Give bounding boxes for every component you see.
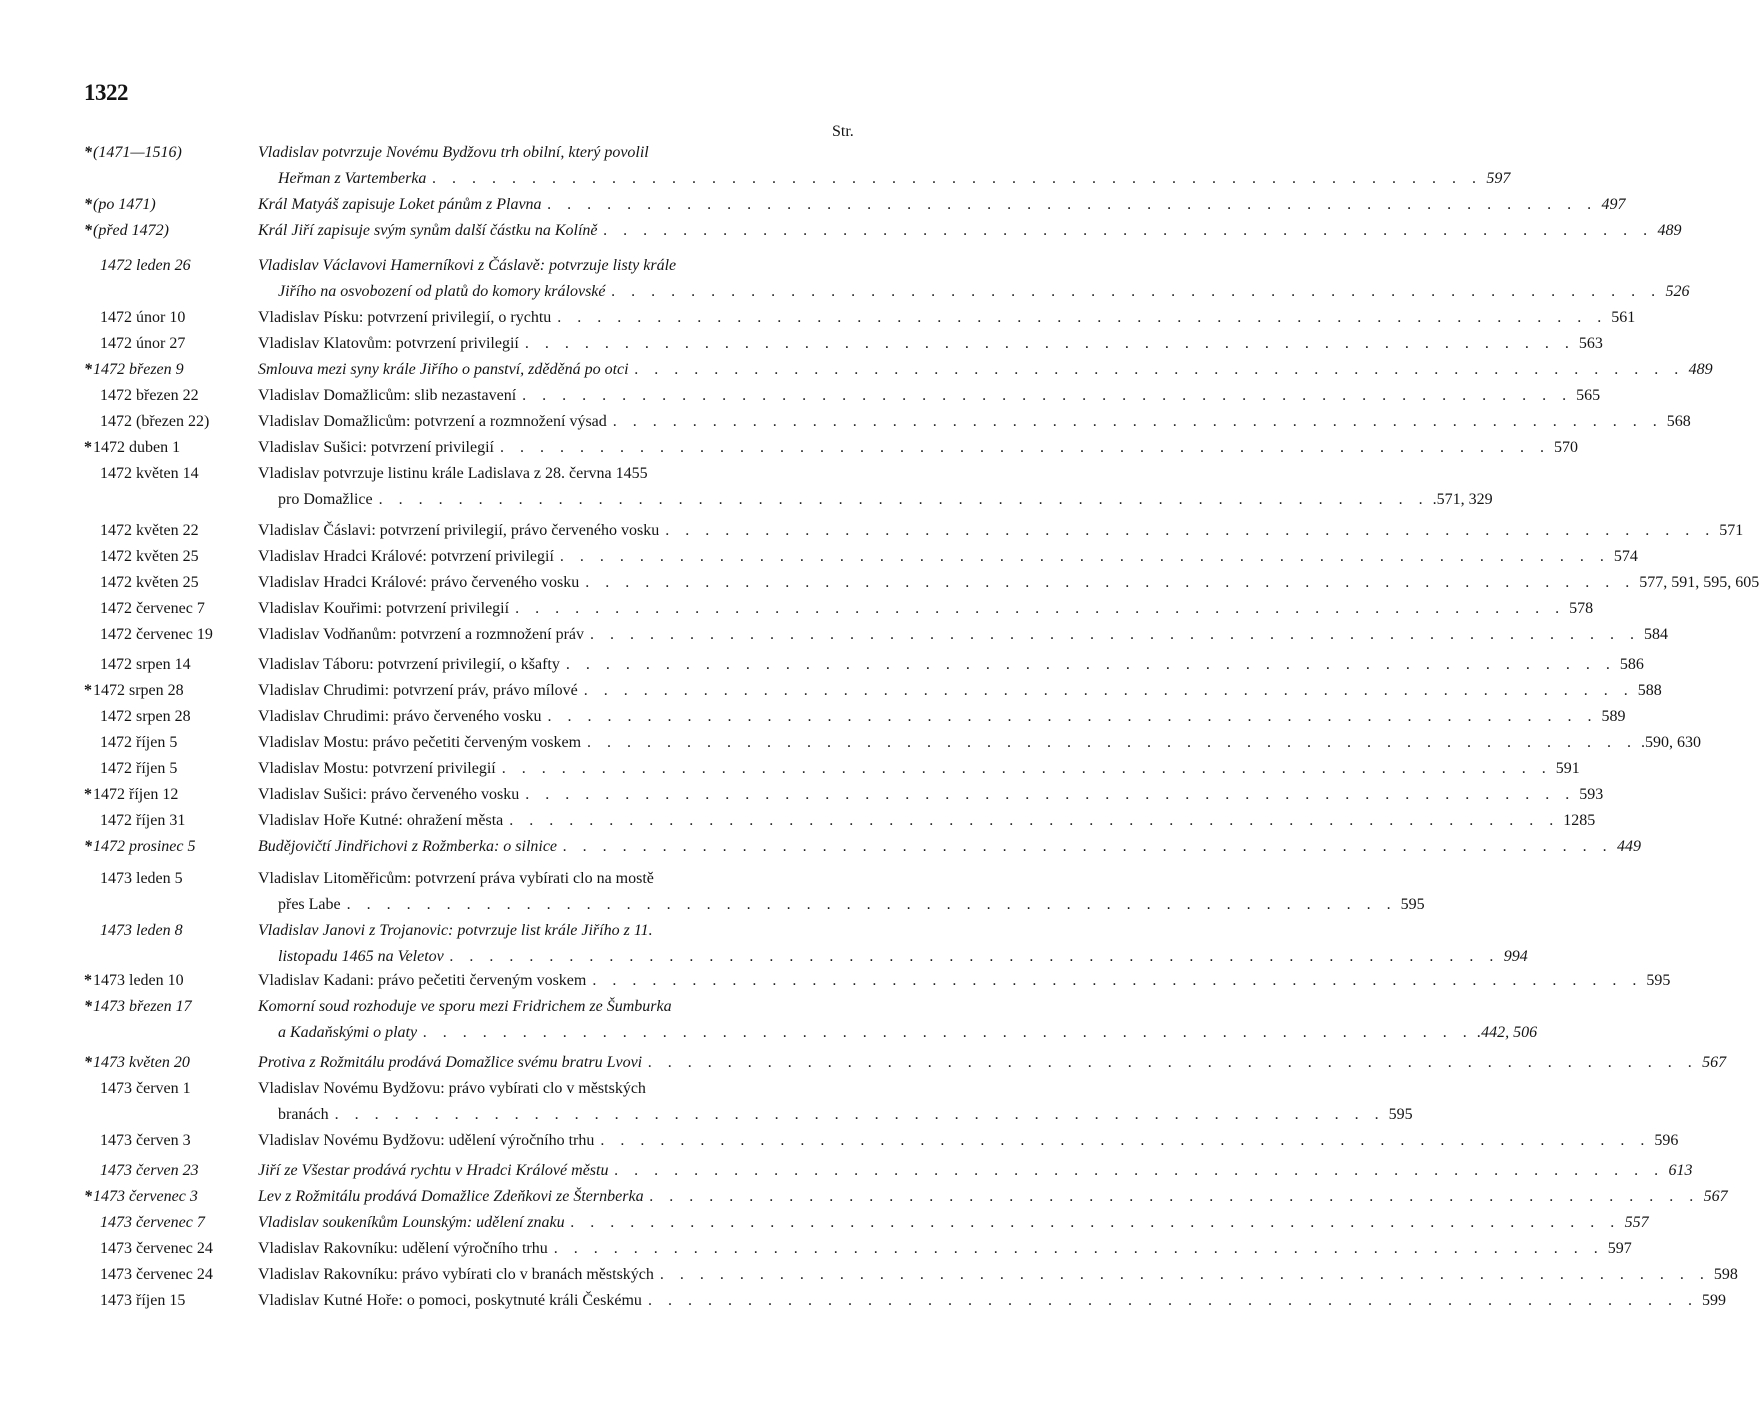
entry-text-line — [258, 596, 1594, 622]
entry-date-text: 1473 červen 1 — [100, 1080, 191, 1097]
entry-text-line — [278, 487, 1493, 513]
dot-leader: . . . . . . . . . . . . . . . . . . . . . . . . . . . . . . . . . . . . . . . . . . . . . . . . . . . . . — [634, 361, 1685, 378]
entry-date — [100, 730, 272, 756]
entry-date — [84, 1050, 256, 1076]
entry-date-text: 1472 duben 1 — [93, 439, 181, 456]
entry-date-text: 1472 srpen 14 — [100, 656, 191, 673]
entry-date — [100, 383, 272, 409]
entry-text-line — [258, 834, 1642, 860]
entry-text-line — [278, 1102, 1413, 1128]
entry-date-text: 1472 květen 22 — [100, 522, 199, 539]
entry-date — [100, 305, 272, 331]
entry-date — [100, 866, 272, 892]
entry-date — [100, 1158, 272, 1184]
page-reference: 613 — [1668, 1162, 1693, 1179]
dot-leader: . . . . . . . . . . . . . . . . . . . . . . . . . . . . . . . . . . . . . . . . . . . . . . . . . . . . . — [449, 948, 1500, 965]
entry-text-line — [258, 1128, 1679, 1154]
entry-text-line — [258, 383, 1601, 409]
page-reference: 561 — [1611, 309, 1636, 326]
asterisk-marker: * — [84, 196, 92, 213]
entry-date-text: 1472 říjen 5 — [100, 760, 178, 777]
entry-text-line: Vladislav Janovi z Trojanovic: potvrzuje list krále Jiřího z 11. — [258, 922, 653, 939]
entry-date-text: 1472 říjen 5 — [100, 734, 178, 751]
dot-leader: . . . . . . . . . . . . . . . . . . . . . . . . . . . . . . . . . . . . . . . . . . . . . . . . . . . . . — [570, 1214, 1621, 1231]
entry-text: Vladislav Chrudimi: potvrzení práv, právo mílové — [258, 682, 578, 699]
entry-text: Vladislav Mostu: potvrzení privilegií — [258, 760, 496, 777]
entry-text-line: Vladislav Litoměřicům: potvrzení práva vybírati clo na mostě — [258, 870, 654, 887]
entry-date — [84, 678, 256, 704]
entry-text: Král Jiří zapisuje svým synům další částku na Kolíně — [258, 222, 598, 239]
page-reference: 588 — [1637, 682, 1662, 699]
entry-text-line — [258, 357, 1713, 383]
dot-leader: . . . . . . . . . . . . . . . . . . . . . . . . . . . . . . . . . . . . . . . . . . . . . . . . . . . . . — [423, 1024, 1474, 1041]
page-reference: 591 — [1555, 760, 1580, 777]
entry-date — [84, 357, 256, 383]
dot-leader: . . . . . . . . . . . . . . . . . . . . . . . . . . . . . . . . . . . . . . . . . . . . . . . . . . . . . — [525, 786, 1576, 803]
entry-date-text: (1471—1516) — [93, 144, 182, 161]
entry-date-text: 1473 červen 3 — [100, 1132, 191, 1149]
dot-leader: . . . . . . . . . . . . . . . . . . . . . . . . . . . . . . . . . . . . . . . . . . . . . . . . . . . . . — [590, 626, 1640, 643]
entry-date — [100, 544, 272, 570]
entry-text-line: Vladislav potvrzuje Novému Bydžovu trh obilní, který povolil — [258, 144, 649, 161]
entry-text-line — [258, 1050, 1727, 1076]
entry-date-text: 1473 říjen 15 — [100, 1292, 186, 1309]
entry-text-line — [278, 166, 1511, 192]
page-reference: 449 — [1617, 838, 1642, 855]
entry-text: Vladislav Sušici: potvrzení privilegií — [258, 439, 494, 456]
dot-leader: . . . . . . . . . . . . . . . . . . . . . . . . . . . . . . . . . . . . . . . . . . . . . . . . . . . . . — [612, 413, 1663, 430]
dot-leader: . . . . . . . . . . . . . . . . . . . . . . . . . . . . . . . . . . . . . . . . . . . . . . . . . . . . . — [648, 1054, 1699, 1071]
dot-leader: . . . . . . . . . . . . . . . . . . . . . . . . . . . . . . . . . . . . . . . . . . . . . . . . . . . . . — [509, 812, 1560, 829]
entry-text-line — [258, 305, 1636, 331]
entry-date-text: 1472 únor 27 — [100, 335, 186, 352]
asterisk-marker: * — [84, 361, 92, 378]
dot-leader: . . . . . . . . . . . . . . . . . . . . . . . . . . . . . . . . . . . . . . . . . . . . . . . . . . . . . — [649, 1188, 1700, 1205]
entry-date-text: 1472 květen 14 — [100, 465, 199, 482]
entry-date-text: 1473 červenec 24 — [100, 1266, 213, 1283]
page-reference: 567 — [1703, 1188, 1728, 1205]
entry-date — [84, 994, 256, 1020]
entry-text: Protiva z Rožmitálu prodává Domažlice svému bratru Lvovi — [258, 1054, 643, 1071]
page-reference: 565 — [1576, 387, 1601, 404]
dot-leader: . . . . . . . . . . . . . . . . . . . . . . . . . . . . . . . . . . . . . . . . . . . . . . . . . . . . . — [524, 335, 1575, 352]
dot-leader: . . . . . . . . . . . . . . . . . . . . . . . . . . . . . . . . . . . . . . . . . . . . . . . . . . . . . — [565, 656, 1616, 673]
entry-date-text: 1472 (březen 22) — [100, 413, 210, 430]
page-reference: 597 — [1607, 1240, 1632, 1257]
dot-leader: . . . . . . . . . . . . . . . . . . . . . . . . . . . . . . . . . . . . . . . . . . . . . . . . . . . . . — [611, 283, 1662, 300]
page-reference: 489 — [1657, 222, 1682, 239]
entry-date-text: 1472 květen 25 — [100, 548, 199, 565]
entry-text: a Kadaňskými o platy — [278, 1024, 418, 1041]
entry-date — [100, 461, 272, 487]
page-reference: 568 — [1666, 413, 1691, 430]
entry-date — [100, 518, 272, 544]
entry-text: Budějovičtí Jindřichovi z Rožmberka: o silnice — [258, 838, 558, 855]
entry-date — [84, 1184, 256, 1210]
entry-text-line — [258, 968, 1671, 994]
dot-leader: . . . . . . . . . . . . . . . . . . . . . . . . . . . . . . . . . . . . . . . . . . . . . . . . . . . . . — [583, 682, 1634, 699]
entry-text: Vladislav Rakovníku: právo vybírati clo v branách městských — [258, 1266, 654, 1283]
page-reference: 595 — [1388, 1106, 1413, 1123]
page-reference: 567 — [1702, 1054, 1727, 1071]
dot-leader: . . . . . . . . . . . . . . . . . . . . . . . . . . . . . . . . . . . . . . . . . . . . . . . . . . . . . — [547, 708, 1598, 725]
entry-text-line — [258, 756, 1580, 782]
dot-leader: . . . . . . . . . . . . . . . . . . . . . . . . . . . . . . . . . . . . . . . . . . . . . . . . . . . . . — [603, 222, 1654, 239]
dot-leader: . . . . . . . . . . . . . . . . . . . . . . . . . . . . . . . . . . . . . . . . . . . . . . . . . . . . . — [515, 600, 1566, 617]
entry-date — [100, 808, 272, 834]
entry-text-line — [258, 218, 1682, 244]
entry-date — [100, 918, 272, 944]
page-reference: 586 — [1619, 656, 1644, 673]
asterisk-marker: * — [84, 1054, 92, 1071]
asterisk-marker: * — [84, 972, 92, 989]
entry-date — [100, 704, 272, 730]
entry-date — [100, 596, 272, 622]
entry-date-text: 1472 leden 26 — [100, 257, 191, 274]
entry-date-text: 1472 červenec 7 — [100, 600, 205, 617]
entry-date — [100, 652, 272, 678]
entry-date-text: 1472 říjen 12 — [93, 786, 179, 803]
entry-text: Vladislav Táboru: potvrzení privilegií, o kšafty — [258, 656, 560, 673]
entry-date-text: 1472 srpen 28 — [93, 682, 184, 699]
entry-date-text: 1472 říjen 31 — [100, 812, 186, 829]
dot-leader: . . . . . . . . . . . . . . . . . . . . . . . . . . . . . . . . . . . . . . . . . . . . . . . . . . . . . — [665, 522, 1716, 539]
page-reference: 578 — [1569, 600, 1594, 617]
entry-text-line — [258, 704, 1626, 730]
page-reference: 574 — [1613, 548, 1638, 565]
entry-date — [100, 570, 272, 596]
entry-text-line: Vladislav potvrzuje listinu krále Ladislava z 28. června 1455 — [258, 465, 648, 482]
dot-leader: . . . . . . . . . . . . . . . . . . . . . . . . . . . . . . . . . . . . . . . . . . . . . . . . . . . . . — [499, 439, 1550, 456]
entry-text: Lev z Rožmitálu prodává Domažlice Zdeňkovi ze Šternberka — [258, 1188, 644, 1205]
entry-text-line — [278, 892, 1425, 918]
entry-text: Smlouva mezi syny krále Jiřího o panství, zděděná po otci — [258, 361, 629, 378]
entry-date-text: 1473 červenec 3 — [93, 1188, 198, 1205]
entry-text-line — [258, 192, 1626, 218]
entry-text: Vladislav Hoře Kutné: ohražení města — [258, 812, 504, 829]
dot-leader: . . . . . . . . . . . . . . . . . . . . . . . . . . . . . . . . . . . . . . . . . . . . . . . . . . . . . — [378, 491, 1429, 508]
page-reference: 1285 — [1563, 812, 1596, 829]
entry-text-line: Vladislav Václavovi Hamerníkovi z Čáslavě: potvrzuje listy krále — [258, 257, 677, 274]
entry-text-line — [278, 1020, 1538, 1046]
page-reference: 570 — [1553, 439, 1578, 456]
dot-leader: . . . . . . . . . . . . . . . . . . . . . . . . . . . . . . . . . . . . . . . . . . . . . . . . . . . . . — [557, 309, 1608, 326]
entry-date-text: 1472 srpen 28 — [100, 708, 191, 725]
entry-date — [100, 756, 272, 782]
entry-text-line — [258, 1288, 1726, 1314]
entry-date — [84, 968, 256, 994]
page-reference: 599 — [1701, 1292, 1726, 1309]
page-column-header: Str. — [832, 123, 854, 140]
page-reference: 571 — [1719, 522, 1744, 539]
entry-text-line — [258, 409, 1691, 435]
dot-leader: . . . . . . . . . . . . . . . . . . . . . . . . . . . . . . . . . . . . . . . . . . . . . . . . . . . . . — [522, 387, 1573, 404]
dot-leader: . . . . . . . . . . . . . . . . . . . . . . . . . . . . . . . . . . . . . . . . . . . . . . . . . . . . . — [647, 1292, 1698, 1309]
page-reference: 557 — [1624, 1214, 1649, 1231]
page-reference: .590, 630 — [1641, 734, 1702, 751]
asterisk-marker: * — [84, 838, 92, 855]
entry-date — [100, 409, 272, 435]
entry-date — [84, 218, 256, 244]
entry-text: Vladislav Kadani: právo pečetiti červeným voskem — [258, 972, 587, 989]
entry-date-text: 1473 leden 5 — [100, 870, 183, 887]
asterisk-marker: * — [84, 998, 92, 1015]
asterisk-marker: * — [84, 1188, 92, 1205]
entry-text-line — [258, 435, 1578, 461]
page-reference: .571, 329 — [1432, 491, 1493, 508]
page-reference: 597 — [1486, 170, 1511, 187]
dot-leader: . . . . . . . . . . . . . . . . . . . . . . . . . . . . . . . . . . . . . . . . . . . . . . . . . . . . . — [563, 838, 1614, 855]
page-reference: 526 — [1665, 283, 1690, 300]
page-reference: 497 — [1601, 196, 1626, 213]
dot-leader: . . . . . . . . . . . . . . . . . . . . . . . . . . . . . . . . . . . . . . . . . . . . . . . . . . . . . — [432, 170, 1483, 187]
entry-text-line — [258, 652, 1644, 678]
entry-text-line — [258, 730, 1702, 756]
entry-text: Vladislav Domažlicům: slib nezastavení — [258, 387, 517, 404]
entry-date-text: 1473 březen 17 — [93, 998, 192, 1015]
entry-date-text: 1473 červen 23 — [100, 1162, 199, 1179]
entry-text: Heřman z Vartemberka — [278, 170, 427, 187]
page-reference: 596 — [1654, 1132, 1679, 1149]
asterisk-marker: * — [84, 682, 92, 699]
entry-date-text: 1473 leden 10 — [93, 972, 184, 989]
entry-text: přes Labe — [278, 896, 341, 913]
entry-text-line — [258, 544, 1638, 570]
entry-text-line — [258, 1236, 1632, 1262]
entry-date — [100, 622, 272, 648]
entry-date-text: 1472 březen 9 — [93, 361, 184, 378]
entry-text-line — [258, 782, 1604, 808]
entry-text: Vladislav Chrudimi: právo červeného vosku — [258, 708, 542, 725]
entry-text: listopadu 1465 na Veletov — [278, 948, 444, 965]
asterisk-marker: * — [84, 786, 92, 803]
entry-text: Vladislav Klatovům: potvrzení privilegií — [258, 335, 519, 352]
entry-date-text: 1472 červenec 19 — [100, 626, 213, 643]
asterisk-marker: * — [84, 222, 92, 239]
entry-date — [100, 253, 272, 279]
entry-text-line — [258, 622, 1668, 648]
entry-text-line — [278, 279, 1690, 305]
entry-text-line — [258, 1262, 1738, 1288]
entry-date-text: (před 1472) — [93, 222, 169, 239]
page-reference: 598 — [1713, 1266, 1738, 1283]
entry-date-text: 1473 květen 20 — [93, 1054, 190, 1071]
entry-date-text: 1473 leden 8 — [100, 922, 183, 939]
asterisk-marker: * — [84, 439, 92, 456]
dot-leader: . . . . . . . . . . . . . . . . . . . . . . . . . . . . . . . . . . . . . . . . . . . . . . . . . . . . . — [559, 548, 1610, 565]
entry-date — [100, 1288, 272, 1314]
entry-text: Král Matyáš zapisuje Loket pánům z Plavna — [258, 196, 542, 213]
entry-date — [84, 435, 256, 461]
entry-date-text: 1473 červenec 7 — [100, 1214, 205, 1231]
page-reference: 589 — [1601, 708, 1626, 725]
entry-date — [84, 192, 256, 218]
dot-leader: . . . . . . . . . . . . . . . . . . . . . . . . . . . . . . . . . . . . . . . . . . . . . . . . . . . . . — [614, 1162, 1665, 1179]
page-reference: 994 — [1503, 948, 1528, 965]
entry-date — [100, 1076, 272, 1102]
entry-text: Vladislav Kutné Hoře: o pomoci, poskytnuté králi Českému — [258, 1292, 642, 1309]
entry-date — [84, 782, 256, 808]
entry-date — [100, 1210, 272, 1236]
dot-leader: . . . . . . . . . . . . . . . . . . . . . . . . . . . . . . . . . . . . . . . . . . . . . . . . . . . . . — [600, 1132, 1651, 1149]
entry-text-line — [258, 808, 1596, 834]
entry-text-line — [258, 1158, 1693, 1184]
entry-text: Vladislav Písku: potvrzení privilegií, o rychtu — [258, 309, 552, 326]
page-reference: 584 — [1644, 626, 1668, 643]
dot-leader: . . . . . . . . . . . . . . . . . . . . . . . . . . . . . . . . . . . . . . . . . . . . . . . . . . . . . — [553, 1240, 1604, 1257]
entry-text: Vladislav soukeníkům Lounským: udělení znaku — [258, 1214, 565, 1231]
entry-date — [100, 1128, 272, 1154]
entry-date-text: 1472 květen 25 — [100, 574, 199, 591]
entry-date — [100, 1236, 272, 1262]
entry-date-text: (po 1471) — [93, 196, 156, 213]
entry-text-line — [258, 678, 1662, 704]
page-reference: 489 — [1688, 361, 1713, 378]
entry-text: Vladislav Hradci Králové: potvrzení privilegií — [258, 548, 554, 565]
entry-date — [84, 140, 256, 166]
entry-text-line — [278, 944, 1528, 970]
dot-leader: . . . . . . . . . . . . . . . . . . . . . . . . . . . . . . . . . . . . . . . . . . . . . . . . . . . . . — [547, 196, 1598, 213]
entry-text: Vladislav Domažlicům: potvrzení a rozmnožení výsad — [258, 413, 607, 430]
page-reference: 563 — [1578, 335, 1603, 352]
dot-leader: . . . . . . . . . . . . . . . . . . . . . . . . . . . . . . . . . . . . . . . . . . . . . . . . . . . . . — [659, 1266, 1710, 1283]
dot-leader: . . . . . . . . . . . . . . . . . . . . . . . . . . . . . . . . . . . . . . . . . . . . . . . . . . . . . — [592, 972, 1643, 989]
entry-text: Jiří ze Všestar prodává rychtu v Hradci Králové městu — [258, 1162, 609, 1179]
entry-text: Vladislav Čáslavi: potvrzení privilegií, právo červeného vosku — [258, 522, 660, 539]
entry-text-line — [258, 1184, 1728, 1210]
entry-text: Vladislav Kouřimi: potvrzení privilegií — [258, 600, 510, 617]
entry-text: Vladislav Rakovníku: udělení výročního trhu — [258, 1240, 548, 1257]
entry-text: Vladislav Novému Bydžovu: udělení výročního trhu — [258, 1132, 595, 1149]
entry-date-text: 1472 únor 10 — [100, 309, 186, 326]
entry-date — [84, 834, 256, 860]
entry-text-line — [258, 1210, 1649, 1236]
entry-date-text: 1472 březen 22 — [100, 387, 199, 404]
entry-text-line: Vladislav Novému Bydžovu: právo vybírati clo v městských — [258, 1080, 646, 1097]
page-reference: 593 — [1579, 786, 1604, 803]
dot-leader: . . . . . . . . . . . . . . . . . . . . . . . . . . . . . . . . . . . . . . . . . . . . . . . . . . . . . — [501, 760, 1552, 777]
page-reference: 577, 591, 595, 605 — [1639, 574, 1759, 591]
entry-text: branách — [278, 1106, 329, 1123]
entry-text-line — [258, 570, 1759, 596]
asterisk-marker: * — [84, 144, 92, 161]
entry-date — [100, 1262, 272, 1288]
page-reference: 595 — [1400, 896, 1425, 913]
page-reference: 595 — [1646, 972, 1671, 989]
entry-text-line — [258, 331, 1603, 357]
entry-text-line — [258, 518, 1744, 544]
dot-leader: . . . . . . . . . . . . . . . . . . . . . . . . . . . . . . . . . . . . . . . . . . . . . . . . . . . . . — [587, 734, 1638, 751]
entry-text: Vladislav Sušici: právo červeného vosku — [258, 786, 520, 803]
dot-leader: . . . . . . . . . . . . . . . . . . . . . . . . . . . . . . . . . . . . . . . . . . . . . . . . . . . . . — [585, 574, 1636, 591]
page-number: 1322 — [84, 80, 128, 105]
entry-date-text: 1472 prosinec 5 — [93, 838, 196, 855]
entry-date-text: 1473 červenec 24 — [100, 1240, 213, 1257]
dot-leader: . . . . . . . . . . . . . . . . . . . . . . . . . . . . . . . . . . . . . . . . . . . . . . . . . . . . . — [346, 896, 1397, 913]
entry-text: Vladislav Mostu: právo pečetiti červeným voskem — [258, 734, 582, 751]
entry-text: Vladislav Hradci Králové: právo červeného vosku — [258, 574, 580, 591]
page-reference: .442, 506 — [1477, 1024, 1538, 1041]
entry-text: pro Domažlice — [278, 491, 373, 508]
entry-date — [100, 331, 272, 357]
entry-text-line: Komorní soud rozhoduje ve sporu mezi Fridrichem ze Šumburka — [258, 998, 672, 1015]
entry-text: Jiřího na osvobození od platů do komory královské — [278, 283, 606, 300]
dot-leader: . . . . . . . . . . . . . . . . . . . . . . . . . . . . . . . . . . . . . . . . . . . . . . . . . . . . . — [334, 1106, 1385, 1123]
entry-text: Vladislav Vodňanům: potvrzení a rozmnožení práv — [258, 626, 584, 643]
